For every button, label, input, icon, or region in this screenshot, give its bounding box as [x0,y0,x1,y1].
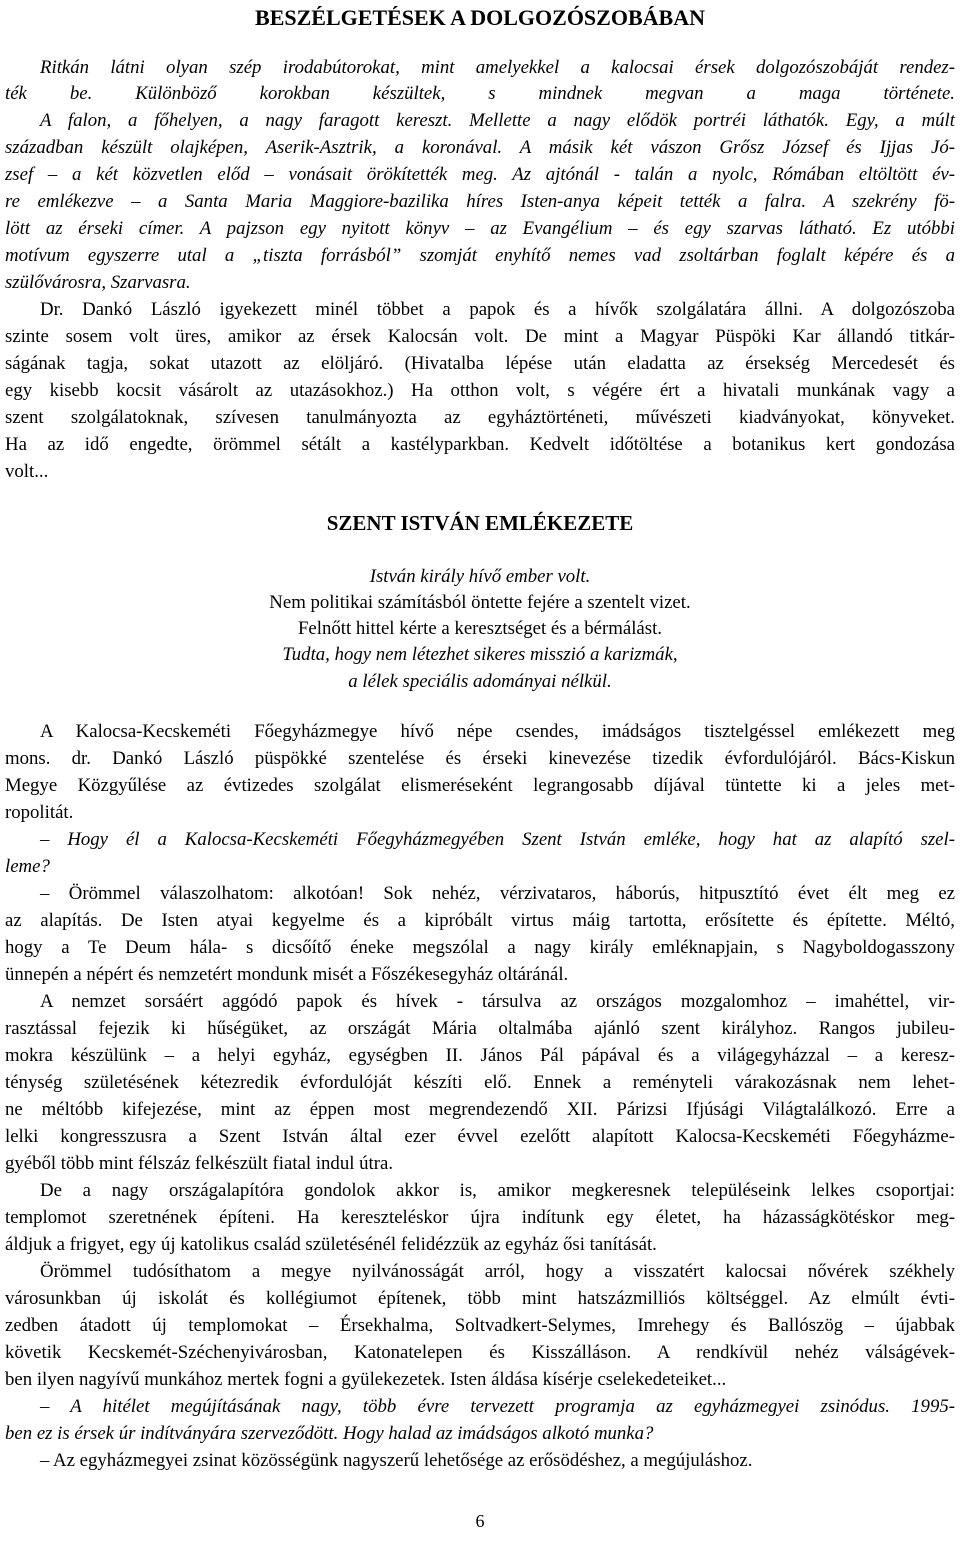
text-line: templomot szeretnének építeni. Ha kereszteléskor újra indítunk egy életet, ha házasságkötéskor meg- [5,1207,955,1228]
text-line: ne méltóbb kifejezése, mint az éppen most megrendezendő XII. Párizsi Ifjúsági Világtalálkozó. Erre a [5,1099,955,1120]
text-line: ropolitát. [5,802,74,823]
text-line: városunkban új iskolát és kollégiumot építenek, több mint hatszázmilliós költséggel. Az elmúlt évti- [5,1288,955,1309]
text-line: áldjuk a frigyet, egy új katolikus család születésénél felidézzük az egyház ősi tanítását. [5,1234,657,1255]
text-line: zsef – a két közvetlen előd – vonásait örökítették meg. Az ajtónál - talán a nyolc, Rómában eltöltött év- [5,164,955,185]
text-line: zedben átadott új templomokat – Érsekhalma, Soltvadkert-Selymes, Imrehegy és Ballószög – újabbak [5,1315,955,1336]
text-line: ték be. Különböző korokban készültek, s mindnek megvan a maga története. [5,83,955,104]
text-line: – Az egyházmegyei zsinat közösségünk nagyszerű lehetősége az erősödéshez, a megújuláshoz. [40,1450,753,1471]
poem-line: Nem politikai számításból öntette fejére a szentelt vizet. [269,592,691,613]
text-line: – Hogy él a Kalocsa-Kecskeméti Főegyházmegyében Szent István emléke, hogy hat az alapító szel- [40,829,955,850]
text-line: rasztással fejezik ki hűségüket, az országát Mária oltalmába ajánló szent királyhoz. Rangos jubileu- [5,1018,955,1039]
text-line: szülővárosra, Szarvasra. [5,272,191,293]
text-line: A nemzet sorsáért aggódó papok és hívek - társulva az országos mozgalomhoz – imahéttel, vir- [40,991,955,1012]
text-line: – Örömmel válaszolhatom: alkotóan! Sok nehéz, vérzivataros, háborús, hitpusztító évet élt meg ez [40,883,955,904]
text-line: De a nagy országalapítóra gondolok akkor is, amikor megkeresnek településeink lelkes csoportjai: [40,1180,955,1201]
text-line: mons. dr. Dankó László püspökké szentelése és érseki kinevezése tizedik évfordulójáról. Bács-Kiskun [5,748,955,769]
text-line: ténység születésének kétezredik évfordulóját készíti elő. Ennek a reményteli várakozásnak nem lehet- [5,1072,955,1093]
section-title-dolgozoszoba: BESZÉLGETÉSEK A DOLGOZÓSZOBÁBAN [255,5,705,30]
text-line: volt... [5,461,49,482]
poem-line: István király hívő ember volt. [369,566,591,587]
text-line: ben ilyen nagyívű munkához mertek fogni a gyülekezetek. Isten áldása kísérje cselekedeteiket... [5,1369,727,1390]
text-line: – A hitélet megújításának nagy, több évre tervezett programja az egyházmegyei zsinódus. 1995- [40,1396,955,1417]
text-line: lelki kongresszusra a Szent István által ezer évvel ezelőtt alapított Kalocsa-Kecskeméti Főegyházme- [5,1126,955,1147]
poem-line: Tudta, hogy nem létezhet sikeres misszió a karizmák, [282,644,678,665]
text-line: ságának tagja, sokat utazott az elöljáró. (Hivatalba lépése után eladatta az érsekség Mercedesét és [5,353,955,374]
page-number: 6 [475,1511,485,1531]
text-line: lött az érseki címer. A pajzson egy nyitott könyv – az Evangélium – és egy szarvas látható. Ez utóbbi [5,218,955,239]
text-line: században készült olajképen, Aserik-Asztrik, a koronával. A másik két vászon Grősz József és Ijjas Jó- [5,137,955,158]
poem-line: Felnőtt hittel kérte a keresztséget és a bérmálást. [297,618,662,639]
text-line: az alapítás. De Isten atyai kegyelme és a kipróbált virtus máig tartotta, erősítette és építette. Méltó, [5,910,955,931]
text-line: Ritkán látni olyan szép irodabútorokat, mint amelyekkel a kalocsai érsek dolgozószobáját rendez- [40,57,955,78]
section-title-szent-istvan: SZENT ISTVÁN EMLÉKEZETE [326,511,634,535]
text-line: Örömmel tudósíthatom a megye nyilvánosságát arról, hogy a visszatért kalocsai nővérek székhely [40,1261,955,1282]
text-line: Megye Közgyűlése az évtizedes szolgálat elismeréseként legrangosabb díjával tüntette ki a jeles met- [5,775,955,796]
text-line: ünnepén a népért és nemzetért mondunk misét a Főszékesegyház oltáránál. [5,964,569,985]
text-line: gyéből több mint félszáz felkészült fiatal indul útra. [5,1153,394,1174]
text-line: leme? [5,856,50,877]
text-line: A falon, a főhelyen, a nagy faragott kereszt. Mellette a nagy elődök portréi láthatók. Egy, a múlt [40,110,955,131]
text-line: szinte sosem volt üres, amikor az érsek Kalocsán volt. De mint a Magyar Püspöki Kar állandó titkár- [5,326,955,347]
text-line: szent szolgálatoknak, szívesen tanulmányozta az egyháztörténeti, művészeti kiadványokat, könyveket. [5,407,955,428]
text-line: mokra készülünk – a helyi egyház, egységben II. János Pál pápával és a világegyházzal – a keresz- [5,1045,955,1066]
text-line: A Kalocsa-Kecskeméti Főegyházmegye hívő népe csendes, imádságos tisztelgéssel emlékezett meg [40,721,955,742]
text-line: Ha az idő engedte, örömmel sétált a kastélyparkban. Kedvelt időtöltése a botanikus kert gondozása [5,434,955,455]
text-line: ben ez is érsek úr indítványára szerveződött. Hogy halad az imádságos alkotó munka? [5,1423,654,1444]
text-line: követik Kecskemét-Széchenyivárosban, Katonatelepen és Kisszálláson. A rendkívül nehéz válságévek- [5,1342,955,1363]
text-line: re emlékezve – a Santa Maria Maggiore-bazilika híres Isten-anya képeit tették a falra. A szekrény fö- [5,191,955,212]
text-line: hogy a Te Deum hála- s dicsőítő éneke megszólal a nagy király emléknapjain, s Nagyboldogasszony [5,937,955,958]
text-line: Dr. Dankó László igyekezett minél többet a papok és a hívők szolgálatára állni. A dolgozószoba [40,299,955,320]
text-line: motívum egyszerre utal a „tiszta forrásból” szomját enyhítő nemes vad zsoltárban foglalt képére és a [5,245,955,266]
poem-line: a lélek speciális adományai nélkül. [348,671,612,692]
text-line: egy kisebb kocsit vásárolt az utazásokhoz.) Ha otthon volt, s végére ért a hivatali munkának vagy a [5,380,955,401]
